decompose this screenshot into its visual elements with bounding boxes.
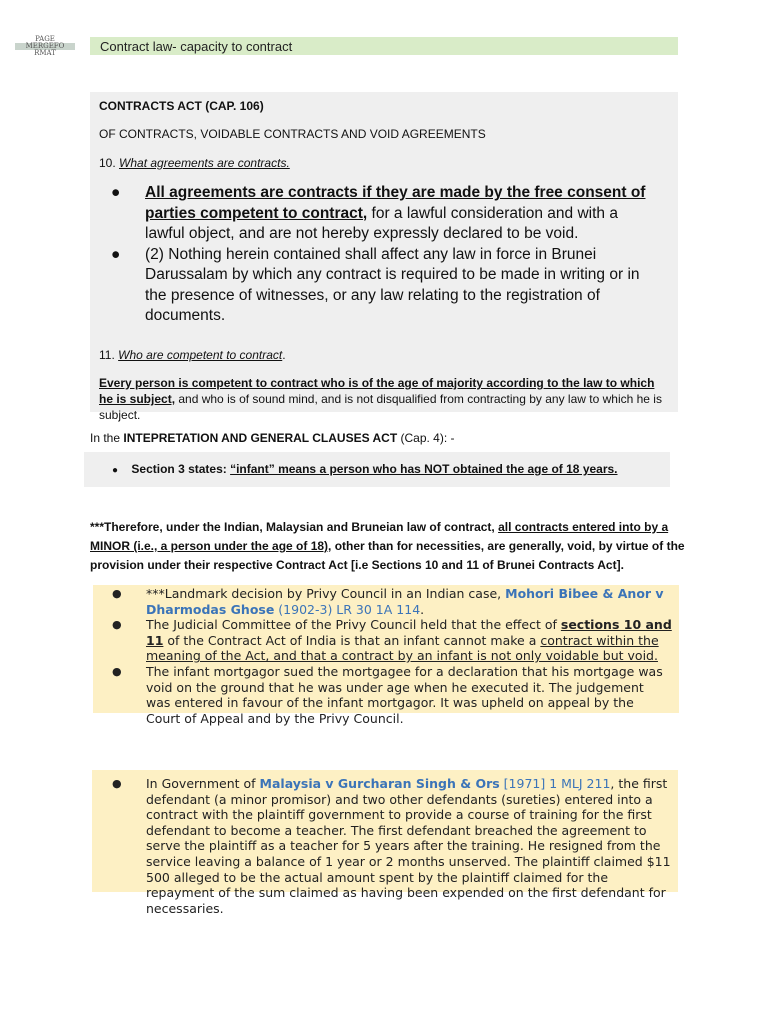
- gurcharan-case-list: [112, 776, 672, 916]
- holding-text: The Judicial Committee of the Privy Council held that the effect of: [146, 617, 561, 633]
- rule-rest: for a lawful consideration and with a lawful object, and are not hereby expressly declared to be void.: [145, 204, 618, 242]
- holding-key: contract within the meaning of the Act, and that a contract by an infant is not only voidable but void.: [146, 632, 659, 664]
- case-facts: , the first defendant (a minor promisor) and two other defendants (sureties) entered into a contract with the plaintiff government to provide a course of training for the first defendant to become a teacher. The first defendant breached the agreement to serve the plaintiff as a teacher for 5 years after the training. He resigned from the service leaving a balance of 1 year or 2 months unserved. The plaintiff claimed $11 500 alleged to be the actual amount spent by the plaintiff claimed for the repayment of the sum claimed as having been expended on the first defendant for necessaries.: [146, 776, 671, 916]
- bullet-icon: ●: [112, 587, 122, 600]
- case-intro: ***Landmark decision by Privy Council in an Indian case,: [146, 586, 506, 601]
- logo-line: PAGE: [35, 35, 55, 43]
- facts-text: The infant mortgagor sued the mortgagee for a declaration that his mortgage was void on the ground that he was under age when he executed it. The judgement was entered in favour of the infant mortgagor. It was upheld on appeal by the Court of Appeal and by the Privy Council.: [146, 663, 663, 726]
- heading-bold: INTEPRETATION AND GENERAL CLAUSES ACT: [123, 431, 398, 445]
- rule-bold: All agreements are contracts if they are made by the free consent of parties competent to contract,: [145, 184, 646, 222]
- list-item: [99, 245, 659, 327]
- holding-text: of the Contract Act of India is that an infant cannot make a: [163, 632, 541, 648]
- list-item: [112, 664, 672, 726]
- case-name: Mohori Bibee & Anor v Dharmodas Ghose: [146, 586, 664, 617]
- holding-sections: sections 10 and 11: [146, 617, 672, 648]
- case-intro: In Government of: [146, 776, 260, 791]
- infant-definition: [112, 461, 618, 479]
- page-title: Contract law- capacity to contract: [100, 39, 293, 54]
- list-item: [112, 776, 672, 916]
- case-citation: (1902-3) LR 30 1A 114: [274, 601, 421, 617]
- section-10-heading: [99, 155, 290, 171]
- bullet-icon: ●: [112, 777, 122, 790]
- conclusion-key: all contracts entered into by a MINOR (i.e., a person under the age of 18): [90, 520, 669, 553]
- bullet-icon: ●: [112, 465, 119, 476]
- list-item: [112, 586, 672, 617]
- definition-prefix: Section 3 states:: [131, 462, 231, 476]
- section-11-text: [99, 375, 667, 423]
- part-heading: OF CONTRACTS, VOIDABLE CONTRACTS AND VOID AGREEMENTS: [99, 127, 486, 141]
- section-title: Who are competent to contract: [118, 348, 283, 362]
- rule-text: (2) Nothing herein contained shall affect any law in force in Brunei Darussalam by which any contract is required to be made in writing or in the presence of witnesses, or any law relating to the registration of documents.: [145, 245, 640, 324]
- bullet-icon: ●: [111, 245, 121, 263]
- case-citation: [1971] 1 MLJ 211: [499, 776, 611, 791]
- bullet-icon: ●: [111, 184, 121, 201]
- section-11-heading: 11. Who are competent to contract.: [99, 348, 286, 362]
- definition-text: “infant” means a person who has NOT obtained the age of 18 years.: [230, 462, 618, 476]
- case-name: Malaysia v Gurcharan Singh & Ors: [259, 776, 500, 791]
- conclusion-lead: ***Therefore, under the Indian, Malaysian and Bruneian law of contract,: [90, 520, 499, 534]
- interpretation-heading: [90, 430, 455, 446]
- logo-line: RMAT: [34, 49, 56, 57]
- bullet-icon: ●: [112, 618, 122, 632]
- case-end: .: [420, 601, 425, 617]
- list-item: [112, 617, 672, 664]
- section-number: 11.: [99, 348, 115, 362]
- mohori-case-list: [112, 586, 672, 726]
- page-logo: [15, 36, 75, 58]
- list-item: [99, 183, 659, 245]
- rule-bold: Every person is competent to contract who is of the age of majority according to the law to which he is subject,: [99, 376, 655, 406]
- bullet-icon: ●: [112, 664, 122, 678]
- conclusion-paragraph: [90, 518, 690, 575]
- rule-rest: and who is of sound mind, and is not disqualified from contracting by any law to which he is subject.: [99, 392, 662, 422]
- section-10-list: [99, 183, 659, 327]
- heading-prefix: In the: [90, 431, 124, 445]
- conclusion-rest: , other than for necessities, are generally, void, by virtue of the provision under their respective Contract Act [i.e Sections 10 and 11 of Brunei Contracts Act].: [90, 539, 685, 572]
- section-number: 10.: [99, 156, 116, 170]
- section-title: What agreements are contracts.: [119, 156, 290, 170]
- act-heading: CONTRACTS ACT (CAP. 106): [99, 99, 264, 113]
- logo-line: MERGEFO: [15, 43, 75, 50]
- heading-suffix: (Cap. 4): -: [397, 431, 455, 445]
